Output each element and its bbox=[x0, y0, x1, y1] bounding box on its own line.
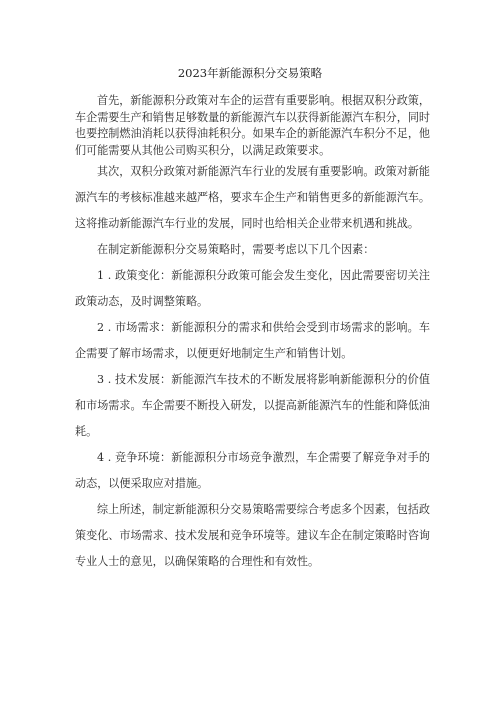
paragraph-intro-policy-impact: 首先，新能源积分政策对车企的运营有重要影响。根据双积分政策，车企需要生产和销售足够数量的新能源汽车以获得新能源汽车积分，同时也要控制燃油消耗以获得油耗积分。如果车企的新能源汽车积分不足，他们可能需要从其他公司购买积分，以满足政策要求。 bbox=[75, 94, 431, 157]
paragraph-industry-impact: 其次，双积分政策对新能源汽车行业的发展有重要影响。政策对新能源汽车的考核标准越来越严格，要求车企生产和销售更多的新能源汽车。这将推动新能源汽车行业的发展，同时也给相关企业带来机遇和挑战。 bbox=[75, 165, 431, 230]
document-title: 2023年新能源积分交易策略 bbox=[177, 66, 323, 80]
paragraph-conclusion: 综上所述，制定新能源积分交易策略需要综合考虑多个因素，包括政策变化、市场需求、技术发展和竞争环境等。建议车企在制定策略时咨询专业人士的意见，以确保策略的合理性和有效性。 bbox=[75, 503, 431, 568]
list-item-competitive-environment: 4 . 竞争环境：新能源积分市场竞争激烈，车企需要了解竞争对手的动态，以便采取应对措施。 bbox=[75, 451, 430, 490]
list-item-policy-change: 1 . 政策变化：新能源积分政策可能会发生变化，因此需要密切关注政策动态，及时调整策略。 bbox=[75, 269, 430, 308]
list-item-technology-development: 3 . 技术发展：新能源汽车技术的不断发展将影响新能源积分的价值和市场需求。车企需要不断投入研发，以提高新能源汽车的性能和降低油耗。 bbox=[75, 373, 431, 438]
list-item-market-demand: 2 . 市场需求：新能源积分的需求和供给会受到市场需求的影响。车企需要了解市场需求，以便更好地制定生产和销售计划。 bbox=[75, 321, 430, 360]
paragraph-factors-intro: 在制定新能源积分交易策略时，需要考虑以下几个因素： bbox=[97, 243, 375, 256]
